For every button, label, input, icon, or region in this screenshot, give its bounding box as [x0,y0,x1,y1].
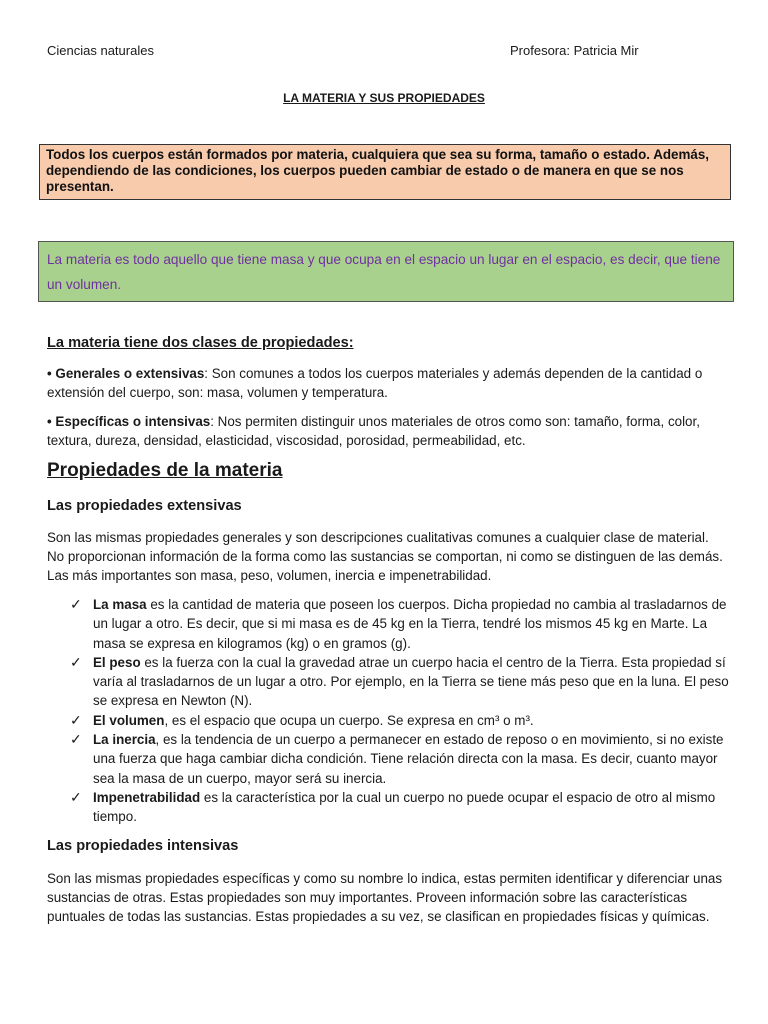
list-item [70,730,730,788]
document-title: LA MATERIA Y SUS PROPIEDADES [283,91,485,105]
definition-box [38,241,734,302]
list-item [70,653,730,711]
list-item [70,711,730,730]
item-text: es la característica por la cual un cuerpo no puede ocupar el espacio de otro al mismo tiempo. [93,789,716,825]
clases-heading: La materia tiene dos clases de propiedades: [47,335,354,351]
item-term: La masa [93,597,147,612]
list-item [70,788,730,827]
extensivas-intro: Son las mismas propiedades generales y son descripciones cualitativas comunes a cualquier clase de material. No proporcionan información de la forma como las sustancias se comportan, ni como se distinguen de las demás. Las más importantes son masa, peso, volumen, inercia e impenetrabilidad. [47,530,723,583]
check-icon: ✓ [70,596,82,612]
item-text: es la cantidad de materia que poseen los cuerpos. Dicha propiedad no cambia al trasladarnos de un lugar a otro. Es decir, que si mi masa es de 45 kg en la Tierra, tendré los mismos 45 kg en Marte. La masa se expresa en kilogramos (kg) o en gramos (g). [93,597,727,651]
generales-term: • Generales o extensivas [47,366,205,381]
item-term: Impenetrabilidad [93,789,201,805]
item-term: El peso [93,654,141,670]
item-term: El volumen [93,712,165,728]
item-text: es la fuerza con la cual la gravedad atrae un cuerpo hacia el centro de la Tierra. Esta propiedad sí varía al trasladarnos de un lugar a otro. Por ejemplo, en la Tierra se tiene más peso que en la luna. El peso se expresa en Newton (N). [93,654,729,709]
item-text: , es el espacio que ocupa un cuerpo. Se expresa en cm³ o m³. [164,712,534,728]
check-icon: ✓ [70,653,82,670]
intro-box [39,144,731,200]
check-icon: ✓ [70,788,82,805]
definition-box-text: La materia es todo aquello que tiene masa y que ocupa en el espacio un lugar en el espacio, es decir, que tiene un volumen. [47,252,721,292]
item-term: La inercia [93,732,156,748]
header-teacher: Profesora: Patricia Mir [510,43,639,58]
list-item [70,595,730,653]
intro-box-text: Todos los cuerpos están formados por materia, cualquiera que sea su forma, tamaño o estado. Además, dependiendo de las condiciones, los cuerpos pueden cambiar de estado o de manera en que se nos presentan. [46,147,710,194]
extensivas-checklist [70,595,730,827]
generales-paragraph [47,364,727,402]
especificas-term: • Específicas o intensivas [47,414,211,429]
check-icon: ✓ [70,731,82,748]
especificas-paragraph [47,412,727,450]
header-subject: Ciencias naturales [47,43,154,58]
check-icon: ✓ [70,711,82,728]
extensivas-heading: Las propiedades extensivas [47,498,242,514]
item-text: , es la tendencia de un cuerpo a permanecer en estado de reposo o en movimiento, si no existe una fuerza que haga cambiar dicha condición. Tiene relación directa con la masa. Es decir, cuanto mayor sea la masa de un cuerpo, mayor será su inercia. [93,732,724,786]
generales-text: : Son comunes a todos los cuerpos materiales y además dependen de la cantidad o extensión del cuerpo, son: masa, volumen y temperatura. [47,366,703,400]
intensivas-intro: Son las mismas propiedades específicas y como su nombre lo indica, estas permiten identificar y diferenciar unas sustancias de otras. Estas propiedades son muy importantes. Proveen información sobre las características puntuales de todas las sustancias. Estas propiedades a su vez, se clasifican en propiedades físicas y químicas. [47,871,723,924]
intensivas-heading: Las propiedades intensivas [47,838,239,854]
especificas-text: : Nos permiten distinguir unos materiales de otros como son: tamaño, forma, color, textura, dureza, densidad, elasticidad, viscosidad, porosidad, permeabilidad, etc. [47,414,700,448]
main-heading: Propiedades de la materia [47,460,283,481]
